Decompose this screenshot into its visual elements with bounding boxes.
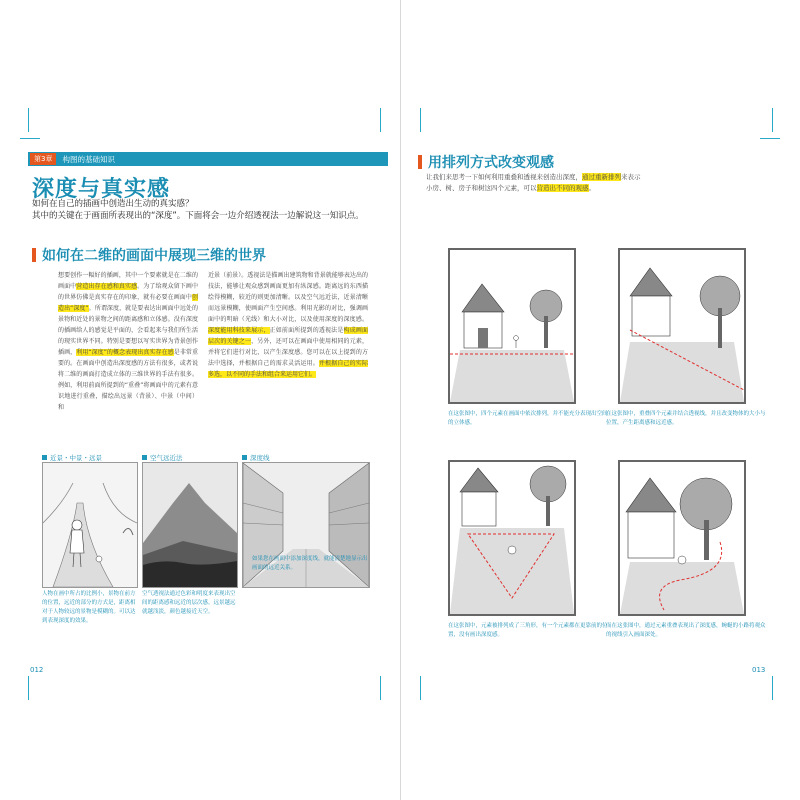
crop-mark bbox=[20, 138, 40, 139]
crop-mark bbox=[380, 676, 381, 700]
body-text: 。 bbox=[588, 184, 595, 192]
body-text: 。为了给观众留下画中的世界仿佛是真实存在的印象，就有必要在画面中 bbox=[58, 283, 198, 301]
highlighted-text: 创造出“深度” bbox=[58, 294, 198, 312]
crop-mark bbox=[420, 676, 421, 700]
section-title: 如何在二维的画面中展现三维的世界 bbox=[42, 248, 266, 264]
highlighted-text: 营造出不同的观感 bbox=[536, 184, 589, 192]
crop-mark bbox=[772, 108, 773, 132]
highlighted-text: 构成画面层次的关键之一 bbox=[208, 327, 368, 345]
highlighted-text: 通过重新排列 bbox=[582, 173, 621, 181]
illustration-panel-3 bbox=[448, 460, 576, 616]
crop-mark bbox=[28, 108, 29, 132]
section-heading bbox=[32, 245, 266, 265]
panel-caption: 在这张图中，重叠四个元素并结合透视线，并且改变物体的大小与位置，产生距离感和远近感。 bbox=[606, 411, 766, 426]
crop-mark bbox=[380, 108, 381, 132]
intro-line: 如何在自己的插画中创造出生动的真实感？ bbox=[32, 199, 194, 209]
illustration-panel-2 bbox=[618, 248, 746, 404]
illustration-panel-1 bbox=[448, 248, 576, 404]
right-intro bbox=[426, 172, 646, 194]
sample-image-mountain bbox=[142, 462, 238, 588]
body-column-1 bbox=[58, 270, 198, 413]
highlighted-text: 并根据自己的实际多选，以不同的手法和组合来运用它们。 bbox=[208, 360, 368, 378]
section-marker bbox=[32, 248, 36, 262]
body-text: 。所谓深度，就是要表达出画面中远处的景物和近处的景物之间的距离感和立体感。没有深度的插画给人的感觉是平面的，会看起来与我们所生活的现实世界不同。特别是要想以写实世界为背景创作插画， bbox=[58, 305, 198, 356]
body-text: 让我们来思考一下如何利用重叠和透视来创造出深度， bbox=[426, 173, 582, 181]
crop-mark bbox=[772, 676, 773, 700]
panel-caption: 而在这张图中，通过元素重叠表现出了深度感，蜿蜒的小路将观众的视线引入画面深处。 bbox=[606, 623, 766, 638]
panel-caption: 在这张图中，四个元素在画面中依次排列，并不能充分表现出空间的立体感。 bbox=[448, 411, 608, 426]
section-heading-right bbox=[418, 152, 554, 172]
page-number: 012 bbox=[30, 666, 44, 674]
section-marker bbox=[418, 155, 422, 169]
sample-label: 近景・中景・远景 bbox=[42, 453, 102, 462]
section-title-right: 用排列方式改变观感 bbox=[428, 155, 554, 171]
body-text: 近景（前景）。透视法是描画出建筑物和背景就能够表达出的技法，能够让观众感到画面更加有纵深感。距离远的东西描绘得模糊，较近的则更加清晰。以及空气远近法，近景清晰而远景模糊，使画面产生空间感。利用光影的对比，强调画面中的明暗（光线）和大小对比，以及使用深度的深度感。 bbox=[208, 272, 368, 323]
crop-mark bbox=[760, 138, 780, 139]
body-text: ，另外，还可以在画面中使用相同的元素，并将它们进行对比，以产生深度感。您可以在以上提到的方法中选择，并根据自己的需求灵活运用。 bbox=[208, 338, 368, 367]
highlighted-text: 营造出存在感和真实感 bbox=[76, 283, 138, 290]
highlighted-text: 利用“深度”的概念表现出真实存在感 bbox=[76, 349, 174, 356]
sample-caption: 空气透视法通过色彩和明度来表现出空间的距离感和远近的层次感。远景越远就越浅淡，颜色越接近天空。 bbox=[142, 591, 236, 615]
body-text: 来表示小房、树、房子和树这四个元素，可以 bbox=[426, 173, 641, 192]
highlighted-text: 深度能用科技来展示， bbox=[208, 327, 270, 334]
page-title: 深度与真实感 bbox=[32, 177, 171, 202]
page-number: 013 bbox=[752, 666, 766, 674]
body-text: 正如前面所提到的透视法是 bbox=[269, 327, 344, 334]
page-gutter bbox=[400, 0, 401, 800]
body-column-2 bbox=[208, 270, 368, 380]
sample-image-girl-path bbox=[42, 462, 138, 588]
sample-caption: 如果您在画面中添加深度线，就能清楚地显示出画面的远近关系。 bbox=[252, 556, 368, 571]
sample-label: 空气远近法 bbox=[142, 453, 183, 462]
body-text: 是非常重要的。 bbox=[58, 349, 198, 367]
body-text: 在画面中创造出深度感的方法有很多，或者说将二维的画面打造成立体的三维世界的手法有很多。例如，利用前面所提到的“重叠”将画面中的元素有意识地进行重叠，描绘出远景（背景）、中景（中间）和 bbox=[58, 360, 198, 411]
chapter-name: 构图的基础知识 bbox=[62, 154, 115, 164]
intro-line: 其中的关键在于画面所表现出的“深度”。下面将会一边介绍透视法一边解说这一知识点。 bbox=[32, 211, 364, 221]
chapter-tag: 第3章 bbox=[30, 153, 56, 165]
panel-caption: 在这张图中，元素被排列成了三角形，有一个元素都在更靠前的位置，没有画出深度感。 bbox=[448, 623, 608, 638]
crop-mark bbox=[420, 108, 421, 132]
intro bbox=[32, 198, 372, 222]
crop-mark bbox=[28, 676, 29, 700]
chapter-bar bbox=[28, 152, 388, 166]
sample-caption: 人物在画中所占的比例小，景物在前方的位置，远近的部分的方式是，距离相对于人物较远的景物是模糊的。可以达到表现深度的效果。 bbox=[42, 591, 136, 624]
illustration-panel-4 bbox=[618, 460, 746, 616]
body-text: 想要创作一幅好的插画，其中一个要素就是在二维的画面中 bbox=[58, 272, 198, 290]
sample-label: 深度线 bbox=[242, 453, 270, 462]
